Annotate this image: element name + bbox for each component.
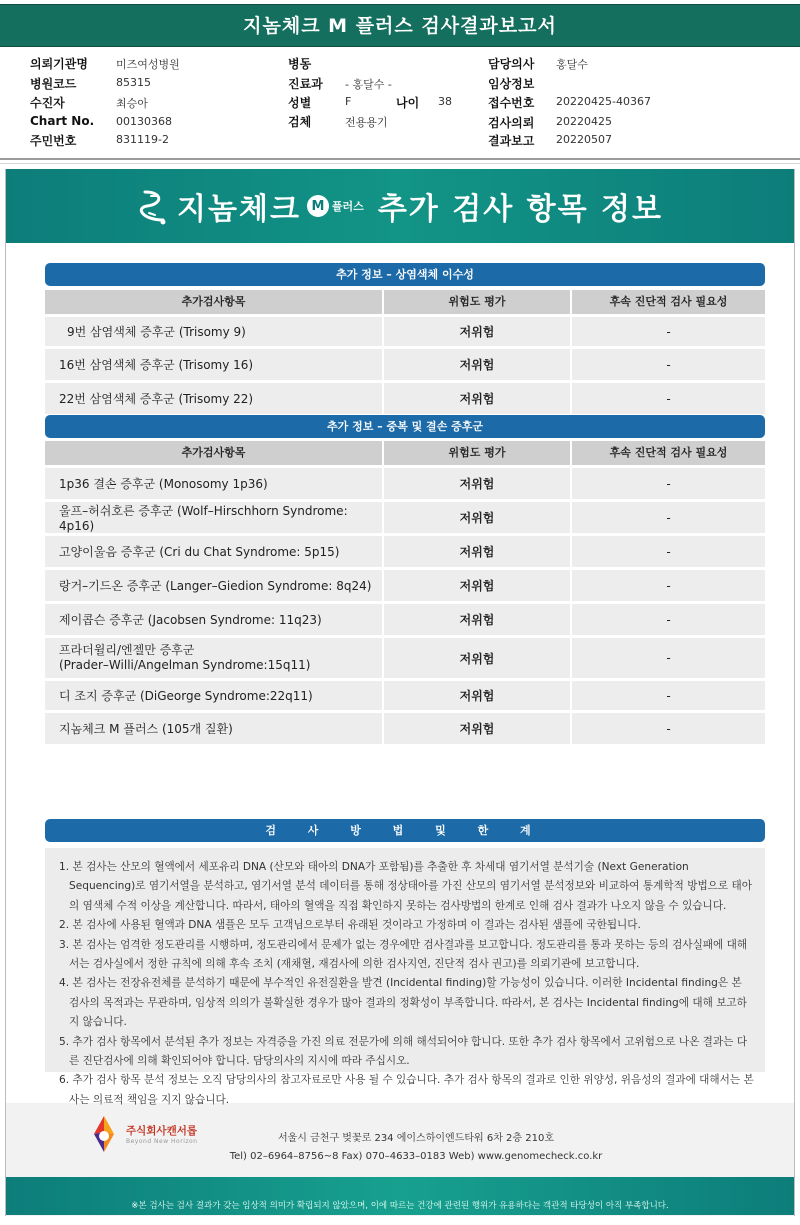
specimen-label: 검체	[288, 115, 312, 129]
department-value: - 홍달수 -	[345, 78, 392, 91]
plus-label: 플러스	[331, 200, 364, 213]
chart-no-label: Chart No.	[30, 114, 95, 128]
company-address: 서울시 금천구 벚꽃로 234 에이스하이엔드타워 6차 2층 210호	[277, 1133, 554, 1144]
risk-cell: 저위험	[384, 317, 572, 346]
followup-cell: -	[666, 721, 671, 736]
table-row	[45, 678, 765, 710]
report-date-label: 결과보고	[488, 134, 535, 148]
resident-no-label: 주민번호	[30, 134, 77, 148]
table-header	[45, 441, 765, 465]
item-cell: 고양이울음 증후군 (Cri du Chat Syndrome: 5p15)	[45, 536, 384, 567]
chart-no-value: 00130368	[116, 115, 172, 128]
company-logo-icon	[86, 1114, 122, 1154]
method-item: 1. 본 검사는 산모의 혈액에서 세포유리 DNA (산모와 태아의 DNA가 포함됨)를 추출한 후 차세대 염기서열 분석기술 (Next Generation Sequencing)로 염기서열을 분석하고, 염기서열 분석 데이터를 통해 정상태아를 가진 산모의 염기서열 분석정보와 비교하여 통계학적 방법으로 태아의 염색체 수적 이상을 계산합니다. 따라서, 태아의 혈액을 직접 확인하지 못하는 검사방법의 한계로 인해 검사 결과가 나오지 않을 수 있습니다.	[59, 861, 752, 912]
followup-cell: -	[666, 651, 671, 665]
followup-cell: -	[666, 544, 671, 559]
risk-cell: 저위험	[384, 713, 572, 744]
item-cell: 랑거–기드온 증후군 (Langer–Giedion Syndrome: 8q24)	[45, 570, 384, 601]
table-row	[45, 380, 765, 414]
sex-label: 성별	[288, 96, 312, 110]
table-row	[45, 346, 765, 380]
company-tagline: Beyond New Horizon	[126, 1138, 198, 1145]
table-row	[45, 465, 765, 499]
dna-logo-icon	[137, 186, 171, 226]
dup-del-table	[45, 441, 765, 744]
doctor-label: 담당의사	[488, 57, 535, 71]
resident-no-value: 831119-2	[116, 133, 169, 146]
department-label: 진료과	[288, 77, 323, 91]
clinical-info-label: 임상정보	[488, 77, 535, 91]
table-row	[45, 710, 765, 744]
report-date-value: 20220507	[556, 133, 612, 146]
column-header-followup: 후속 진단적 검사 필요성	[609, 295, 728, 308]
item-cell: 22번 삼염색체 증후군 (Trisomy 22)	[45, 383, 384, 414]
divider	[0, 158, 800, 160]
method-item: 5. 추가 검사 항목에서 분석된 추가 정보는 자격증을 가진 의료 전문가에 의해 해석되어야 합니다. 또한 추가 검사 항목에서 고위험으로 나온 결과는 다른 진단검사에 의해 확인되어야 합니다. 담당의사의 지시에 따라 주십시오.	[59, 1035, 747, 1068]
followup-cell: -	[666, 391, 671, 406]
item-cell: 1p36 결손 증후군 (Monosomy 1p36)	[45, 468, 384, 499]
examinee-value: 최승아	[116, 97, 148, 110]
method-item: 2. 본 검사에 사용된 혈액과 DNA 샘플은 모두 고객님으로부터 유래된 것이라고 가정하며 이 결과는 검사된 샘플에 국한됩니다.	[59, 919, 641, 932]
followup-cell: -	[666, 688, 671, 703]
banner-heading: 추가 검사 항목 정보	[377, 192, 663, 227]
section-header-methods: 검 사 방 법 및 한 계	[45, 819, 765, 842]
risk-cell: 저위험	[384, 570, 572, 601]
hospital-code-value: 85315	[116, 76, 151, 89]
column-header-item: 추가검사항목	[45, 441, 384, 465]
banner	[6, 169, 794, 243]
risk-cell: 저위험	[384, 536, 572, 567]
item-line: (Prader–Willi/Angelman Syndrome:15q11)	[59, 658, 311, 672]
column-header-item: 추가검사항목	[45, 290, 384, 314]
ward-label: 병동	[288, 57, 312, 71]
table-row	[45, 499, 765, 533]
risk-cell: 저위험	[384, 502, 572, 533]
risk-cell: 저위험	[384, 638, 572, 678]
followup-cell: -	[666, 357, 671, 372]
method-item: 4. 본 검사는 전장유전체를 분석하기 때문에 부수적인 유전질환을 발견 (Incidental finding)할 가능성이 있습니다. 이러한 Incidental finding은 본 검사의 목적과는 무관하며, 임상적 의의가 불확실한 경우가 많아 결과의 정확성이 부족합니다. 따라서, 본 검사는 Incidental finding에 대해 보고하지 않습니다.	[59, 977, 747, 1029]
table-row	[45, 567, 765, 601]
institution-value: 미즈여성병원	[116, 58, 180, 71]
brand-name: 지놈체크	[177, 192, 301, 227]
followup-cell: -	[666, 510, 671, 525]
column-header-followup: 후속 진단적 검사 필요성	[609, 446, 728, 459]
method-item: 6. 추가 검사 항목 분석 정보는 오직 담당의사의 참고자료로만 사용 될 수 있습니다. 추가 검사 항목의 결과로 인한 위양성, 위음성의 결과에 대해서는 본사는 의료적 책임을 지지 않습니다.	[59, 1074, 754, 1106]
company-contact: Tel) 02–6964–8756~8 Fax) 070–4633–0183 Web) www.genomecheck.co.kr	[229, 1151, 603, 1162]
hospital-code-label: 병원코드	[30, 77, 77, 91]
receipt-no-label: 접수번호	[488, 96, 535, 110]
table-row	[45, 533, 765, 567]
company-logo	[86, 1114, 197, 1154]
doctor-value: 홍달수	[556, 58, 588, 71]
receipt-no-value: 20220425-40367	[556, 95, 651, 108]
methods-box	[45, 848, 765, 1106]
method-item: 3. 본 검사는 엄격한 정도관리를 시행하며, 정도관리에서 문제가 없는 경우에만 검사결과를 보고합니다. 정도관리를 통과 못하는 등의 검사실패에 대해서는 검사실에서 정한 규칙에 의해 후속 조치 (재채혈, 재검사에 의한 검사지연, 진단적 검사 권고)를 의뢰기관에 보고합니다.	[59, 938, 748, 971]
content-area	[6, 243, 794, 1106]
section-header-aneuploidy: 추가 정보 – 상염색체 이수성	[45, 263, 765, 286]
bottom-notice: ※본 검사는 검사 결과가 갖는 임상적 의미가 확립되지 않았으며, 이에 따르는 건강에 관련된 행위가 유용하다는 객관적 타당성이 아직 부족합니다.	[6, 1177, 794, 1215]
risk-cell: 저위험	[384, 383, 572, 414]
item-cell: 지놈체크 M 플러스 (105개 질환)	[45, 713, 384, 744]
item-cell: 9번 삼염색체 증후군 (Trisomy 9)	[45, 317, 384, 346]
risk-cell: 저위험	[384, 349, 572, 380]
table-row	[45, 635, 765, 678]
sex-value: F	[345, 95, 352, 108]
column-header-risk: 위험도 평가	[384, 290, 572, 314]
company-name: 주식회사캔서롭	[126, 1125, 198, 1137]
risk-cell: 저위험	[384, 681, 572, 710]
item-line: 프라더윌리/엔젤만 증후군	[59, 643, 195, 657]
specimen-value: 전용용기	[345, 116, 388, 129]
age-label: 나이	[396, 96, 420, 110]
report-page	[5, 169, 795, 1216]
item-cell	[45, 638, 384, 678]
followup-cell: -	[666, 612, 671, 627]
followup-cell: -	[666, 476, 671, 491]
m-badge-icon: M	[307, 195, 329, 217]
patient-info	[0, 55, 800, 155]
divider	[0, 163, 800, 164]
item-cell: 울프–허쉬호른 증후군 (Wolf–Hirschhorn Syndrome: 4p16)	[45, 502, 384, 533]
followup-cell: -	[666, 324, 671, 339]
table-row	[45, 601, 765, 635]
item-cell: 제이콥슨 증후군 (Jacobsen Syndrome: 11q23)	[45, 604, 384, 635]
examinee-label: 수진자	[30, 96, 65, 110]
followup-cell: -	[666, 578, 671, 593]
item-cell: 16번 삼염색체 증후군 (Trisomy 16)	[45, 349, 384, 380]
section-header-dup-del: 추가 정보 – 중복 및 결손 증후군	[45, 415, 765, 438]
age-value: 38	[438, 95, 452, 108]
request-date-label: 검사의뢰	[488, 116, 535, 130]
table-row	[45, 314, 765, 346]
institution-label: 의뢰기관명	[30, 57, 88, 71]
report-title: 지놈체크 M 플러스 검사결과보고서	[0, 4, 800, 47]
aneuploidy-table	[45, 290, 765, 414]
table-header	[45, 290, 765, 314]
item-cell: 디 조지 증후군 (DiGeorge Syndrome:22q11)	[45, 681, 384, 710]
column-header-risk: 위험도 평가	[384, 441, 572, 465]
risk-cell: 저위험	[384, 468, 572, 499]
request-date-value: 20220425	[556, 115, 612, 128]
risk-cell: 저위험	[384, 604, 572, 635]
